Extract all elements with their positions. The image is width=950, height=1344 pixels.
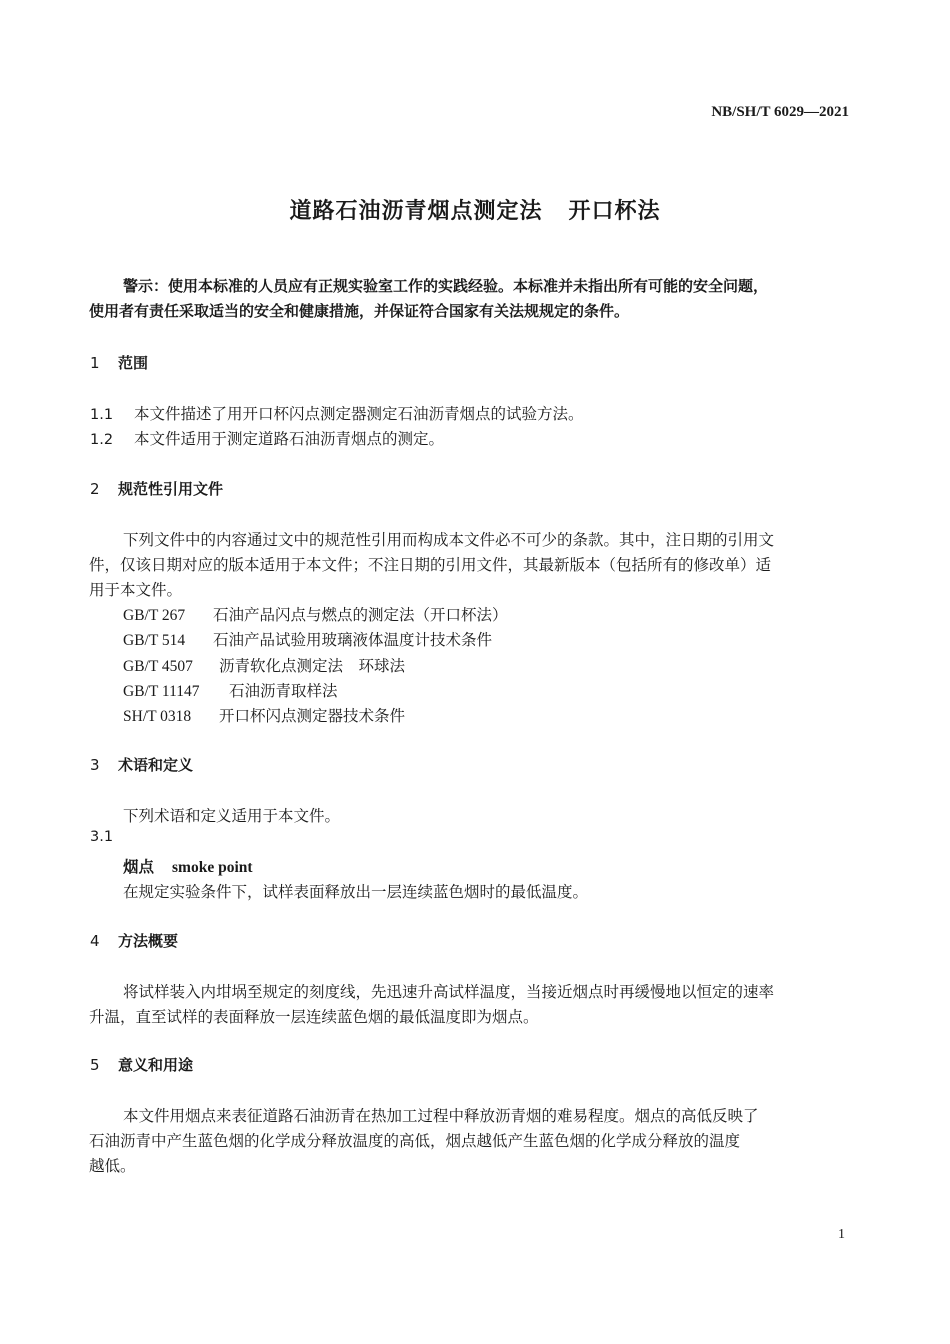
reference-title: 沥青软化点测定法 环球法: [219, 657, 406, 675]
section-5-heading: [90, 1054, 193, 1075]
clause-3-1-number: 3.1: [90, 829, 114, 845]
section-3-heading: [90, 754, 193, 775]
reference-title: 开口杯闪点测定器技术条件: [219, 707, 406, 725]
section-title: 方法概要: [118, 932, 179, 950]
clause-number: 1.1: [90, 407, 114, 423]
clause-1-2: [90, 427, 444, 449]
reference-code: GB/T 514: [123, 632, 186, 649]
normative-reference: [123, 704, 405, 726]
warning-line-2: 使用者有责任采取适当的安全和健康措施，并保证符合国家有关法规规定的条件。: [89, 302, 630, 320]
section-title: 意义和用途: [118, 1056, 194, 1074]
document-title: [0, 194, 950, 225]
term-chinese: 烟点: [123, 857, 155, 876]
reference-title: 石油沥青取样法: [229, 682, 338, 700]
warning-line-1: 警示：使用本标准的人员应有正规实验室工作的实践经验。本标准并未指出所有可能的安全问题，: [123, 277, 769, 295]
section-number: 5: [90, 1056, 100, 1074]
normative-reference: [123, 603, 508, 625]
section-5-line-1: 本文件用烟点来表征道路石油沥青在热加工过程中释放沥青烟的难易程度。烟点的高低反映了: [123, 1107, 759, 1125]
clause-1-1: [90, 402, 584, 424]
clause-text: 本文件适用于测定道路石油沥青烟点的测定。: [134, 430, 445, 448]
reference-code: GB/T 267: [123, 607, 186, 624]
standard-code: NB/SH/T 6029—2021: [711, 104, 849, 120]
normative-reference: [123, 628, 492, 650]
reference-code: GB/T 11147: [123, 683, 200, 700]
reference-code: SH/T 0318: [123, 708, 192, 725]
section-2-intro-line-1: 下列文件中的内容通过文中的规范性引用而构成本文件必不可少的条款。其中，注日期的引用文: [123, 531, 775, 549]
normative-reference: [123, 679, 338, 701]
section-1-heading: [90, 352, 148, 373]
section-5-line-2: 石油沥青中产生蓝色烟的化学成分释放温度的高低，烟点越低产生蓝色烟的化学成分释放的温度: [89, 1132, 741, 1150]
reference-title: 石油产品试验用玻璃液体温度计技术条件: [213, 631, 493, 649]
reference-title: 石油产品闪点与燃点的测定法（开口杯法）: [213, 606, 508, 624]
clause-number: 1.2: [90, 432, 114, 448]
section-4-heading: [90, 930, 178, 951]
section-3-intro: 下列术语和定义适用于本文件。: [123, 807, 341, 825]
section-5-line-3: 越低。: [89, 1157, 136, 1175]
section-2-intro-line-3: 用于本文件。: [89, 581, 183, 599]
term-english: smoke point: [172, 859, 253, 876]
section-2-intro-line-2: 件，仅该日期对应的版本适用于本文件；不注日期的引用文件，其最新版本（包括所有的修改单）适: [89, 556, 772, 574]
section-title: 规范性引用文件: [118, 480, 224, 498]
section-number: 4: [90, 932, 100, 950]
term-definition: 在规定实验条件下，试样表面释放出一层连续蓝色烟时的最低温度。: [123, 883, 589, 901]
reference-code: GB/T 4507: [123, 658, 193, 675]
title-sub: 开口杯法: [568, 199, 661, 224]
section-number: 1: [90, 354, 100, 372]
section-2-heading: [90, 478, 223, 499]
section-number: 3: [90, 756, 100, 774]
normative-reference: [123, 654, 405, 676]
page-number: 1: [838, 1227, 845, 1242]
section-title: 术语和定义: [118, 756, 194, 774]
section-4-line-1: 将试样装入内坩埚至规定的刻度线，先迅速升高试样温度，当接近烟点时再缓慢地以恒定的速率: [123, 983, 775, 1001]
section-title: 范围: [118, 354, 149, 372]
title-main: 道路石油沥青烟点测定法: [289, 199, 543, 224]
section-4-line-2: 升温，直至试样的表面释放一层连续蓝色烟的最低温度即为烟点。: [89, 1008, 539, 1026]
clause-text: 本文件描述了用开口杯闪点测定器测定石油沥青烟点的试验方法。: [134, 405, 584, 423]
term-entry: [123, 855, 253, 877]
section-number: 2: [90, 480, 100, 498]
